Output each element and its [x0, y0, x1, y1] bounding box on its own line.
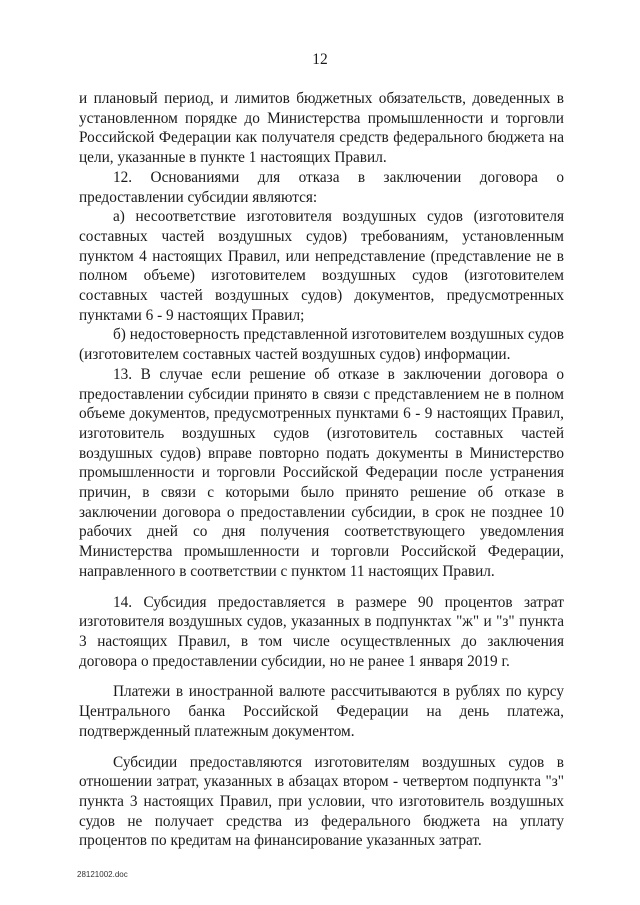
paragraph-subitem-b: б) недостоверность представленной изготовителем воздушных судов (изготовителем составных частей воздушных судов) информации.: [79, 326, 564, 364]
paragraph-item-14: 14. Субсидия предоставляется в размере 90 процентов затрат изготовителя воздушных судов, указанных в подпунктах "ж" и "з" пункта 3 настоящих Правил, в том числе осуществленных до заключения договора о предоставлении субсидии, но не ранее 1 января 2019 г.: [79, 593, 564, 670]
paragraph-item-12: 12. Основаниями для отказа в заключении договора о предоставлении субсидии являются:: [79, 168, 564, 206]
file-name-footer: 28121002.doc: [77, 870, 128, 879]
document-body: [79, 89, 564, 851]
paragraph-continuation: и плановый период, и лимитов бюджетных обязательств, доведенных в установленном порядке до Министерства промышленности и торговли Российской Федерации как получателя средств федерального бюджета на цели, указанные в пункте 1 настоящих Правил.: [79, 90, 564, 167]
paragraph-item-13: 13. В случае если решение об отказе в заключении договора о предоставлении субсидии принято в связи с представлением не в полном объеме документов, предусмотренных пунктами 6 - 9 настоящих Правил, изготовитель воздушных судов (изготовитель составных частей воздушных судов) вправе повторно подать документы в Министерство промышленности и торговли Российской Федерации после устранения причин, в связи с которыми было принято решение об отказе в заключении договора о предоставлении субсидии, в срок не позднее 10 рабочих дней со дня получения соответствующего уведомления Министерства промышленности и торговли Российской Федерации, направленного в соответствии с пунктом 11 настоящих Правил.: [79, 365, 564, 580]
paragraph-foreign-currency: Платежи в иностранной валюте рассчитываются в рублях по курсу Центрального банка Российской Федерации на день платежа, подтвержденный платежным документом.: [79, 683, 564, 740]
paragraph-subitem-a: а) несоответствие изготовителя воздушных судов (изготовителя составных частей воздушных судов) требованиям, установленным пунктом 4 настоящих Правил, или непредставление (представление не в полном объеме) изготовителем воздушных судов (изготовителем составных частей воздушных судов) документов, предусмотренных пунктами 6 - 9 настоящих Правил;: [79, 208, 564, 324]
page-number: 12: [312, 51, 328, 68]
paragraph-subsidy-conditions: Субсидии предоставляются изготовителям воздушных судов в отношении затрат, указанных в абзацах втором - четвертом подпункта "з" пункта 3 настоящих Правил, при условии, что изготовитель воздушных судов не получает средства из федерального бюджета на уплату процентов по кредитам на финансирование указанных затрат.: [79, 753, 564, 850]
